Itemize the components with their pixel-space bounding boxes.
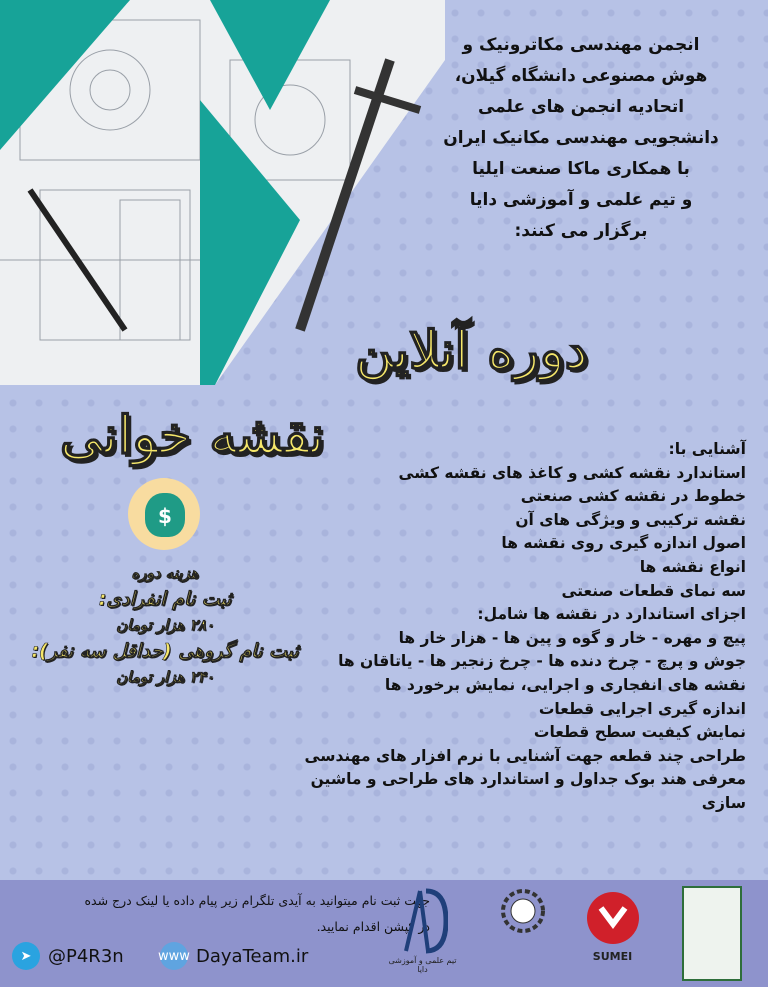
list-item: آشنایی با: — [668, 440, 746, 458]
list-item: اصول اندازه گیری روی نقشه ها — [501, 534, 746, 553]
footer — [0, 880, 768, 987]
topics-list — [266, 438, 746, 816]
sumei-logo-text: SUMEI — [592, 950, 633, 963]
individual-label: ثبت نام انفرادی: — [98, 588, 232, 610]
intro-line: برگزار می کنند: — [514, 221, 648, 241]
list-item: استاندارد نقشه کشی و کاغذ های نقشه کشی — [398, 463, 746, 482]
organizers-intro — [416, 30, 746, 247]
university-group-logo — [495, 886, 550, 948]
website-contact[interactable] — [160, 942, 308, 970]
list-item: انواع نقشه ها — [639, 557, 746, 576]
mechatronics-association-logo — [682, 886, 742, 981]
registration-line: جهت ثبت نام میتوانید به آیدی تلگرام زیر پیام داده یا لینک درج شده — [84, 893, 430, 908]
intro-line: انجمن مهندسی مکاترونیک و — [462, 35, 700, 55]
list-item: نمایش کیفیت سطح قطعات — [533, 723, 746, 742]
course-title-line2: نقشه خوانی — [60, 405, 325, 466]
group-price: ۲۴۰ هزار تومان — [116, 668, 214, 686]
sumei-logo — [580, 886, 645, 963]
individual-price: ۲۸۰ هزار تومان — [116, 616, 214, 634]
intro-line: و تیم علمی و آموزشی دایا — [469, 190, 693, 210]
daya-logo — [385, 886, 460, 974]
intro-line: دانشجویی مهندسی مکانیک ایران — [443, 128, 719, 148]
list-item: جوش و پرچ - چرخ دنده ها - چرخ زنجیر ها - یاتاقان ها — [338, 652, 746, 671]
list-item: اندازه گیری اجرایی قطعات — [538, 699, 746, 718]
group-label: ثبت نام گروهی (حداقل سه نفر): — [31, 640, 299, 662]
list-item: پیچ و مهره - خار و گوه و پین ها - هزار خار ها — [398, 628, 746, 647]
course-title-line1: دوره آنلاین — [355, 320, 588, 381]
registration-info — [20, 888, 430, 940]
list-item: نقشه های انفجاری و اجرایی، نمایش برخورد ها — [384, 675, 746, 694]
website-link[interactable]: DayaTeam.ir — [196, 945, 309, 967]
intro-line: هوش مصنوعی دانشگاه گیلان، — [454, 66, 708, 86]
globe-icon: www — [160, 942, 188, 970]
list-item: سه نمای قطعات صنعتی — [561, 581, 746, 600]
list-item: طراحی چند قطعه جهت آشنایی با نرم افزار های مهندسی — [304, 746, 746, 765]
list-item: نقشه ترکیبی و ویژگی های آن — [515, 510, 746, 529]
list-item: اجزای استاندارد در نقشه ها شامل: — [477, 605, 746, 624]
money-bag-icon: $ — [128, 478, 200, 550]
fees-heading: هزینه دوره — [131, 564, 199, 582]
telegram-contact[interactable] — [12, 942, 124, 970]
intro-line: با همکاری ماکا صنعت ایلیا — [472, 159, 690, 179]
list-item: خطوط در نقشه کشی صنعتی — [520, 487, 746, 506]
telegram-icon: ➤ — [12, 942, 40, 970]
registration-line: در کپشن اقدام نمایید. — [316, 919, 430, 934]
list-item: معرفی هند بوک جداول و استاندارد های طراحی و ماشین سازی — [310, 770, 746, 812]
daya-logo-text: تیم علمی و آموزشی دایا — [388, 956, 457, 974]
telegram-id[interactable]: @P4R3n — [48, 945, 124, 967]
intro-line: اتحادیه انجمن های علمی — [477, 97, 685, 117]
